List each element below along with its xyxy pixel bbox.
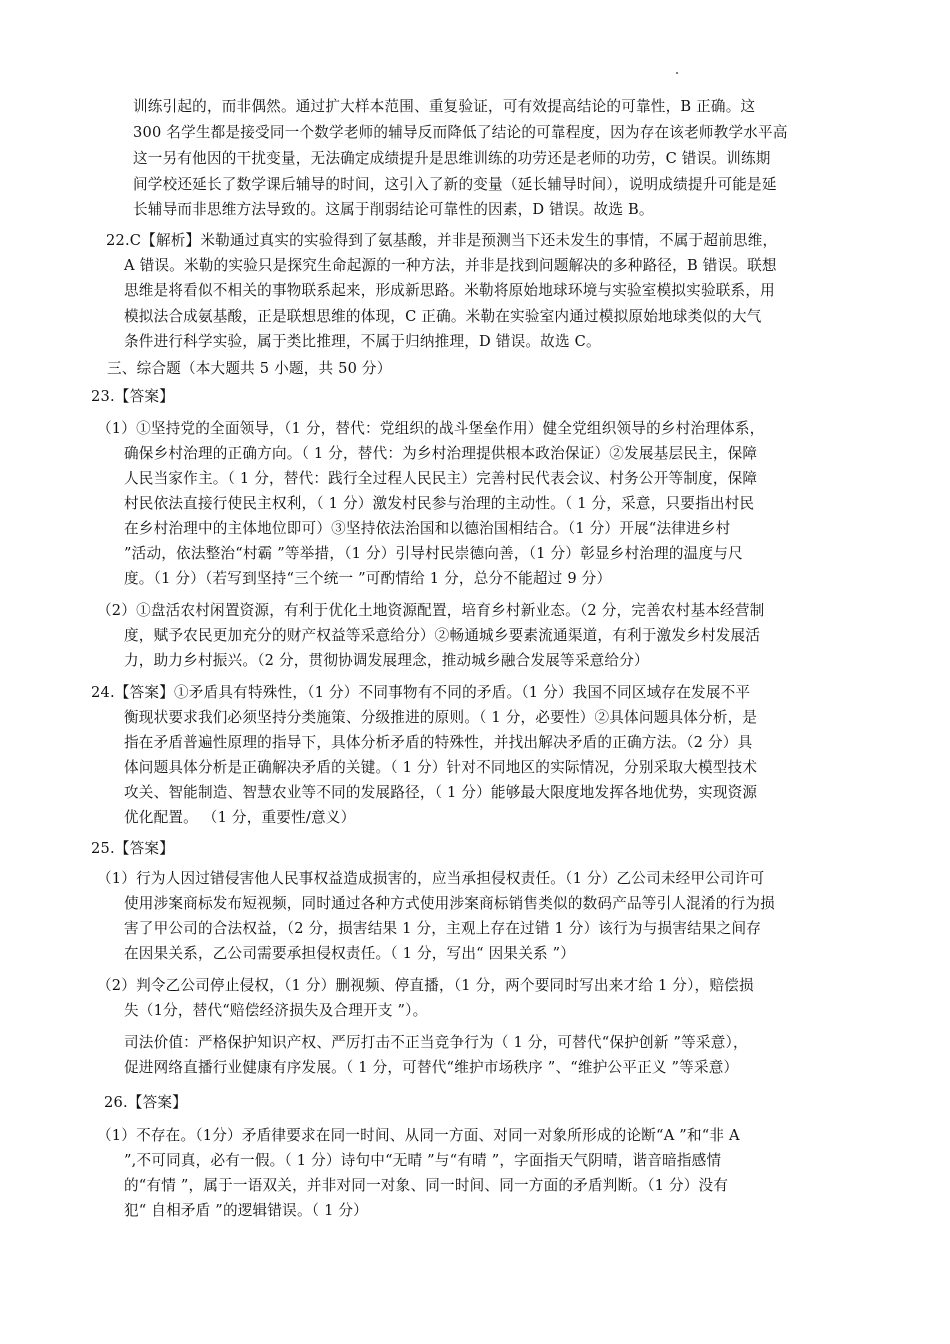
- text-line: 害了甲公司的合法权益，（2 分，损害结果 1 分，主观上存在过错 1 分）该行为与损害结果之间存: [124, 920, 762, 937]
- text-line: 300 名学生都是接受同一个数学老师的辅导反而降低了结论的可靠程度，因为存在该老师教学水平高: [133, 124, 788, 141]
- section-heading: 三、综合题（本大题共 5 小题，共 50 分）: [107, 360, 392, 377]
- text-line: 度，赋予农民更加充分的财产权益等采意给分）②畅通城乡要素流通渠道，有利于激发乡村发展活: [124, 627, 761, 644]
- text-line: 力，助力乡村振兴。（2 分，贯彻协调发展理念，推动城乡融合发展等采意给分）: [124, 652, 649, 669]
- text-line: 思维是将看似不相关的事物联系起来，形成新思路。米勒将原始地球环境与实验室模拟实验联系，用: [124, 282, 775, 299]
- text-line: ”,不可同真，必有一假。（ 1 分）诗句中“无晴 ”与“有晴 ”，字面指天气阴晴，谐音暗指感情: [124, 1152, 722, 1169]
- text-line: 优化配置。 （1 分，重要性/意义）: [124, 809, 356, 826]
- text-line: 在乡村治理中的主体地位即可）③坚持依法治国和以德治国相结合。（1 分）开展“法律进乡村: [124, 520, 731, 537]
- text-line: （2）①盘活农村闲置资源，有利于优化土地资源配置，培育乡村新业态。（2 分，完善农村基本经营制: [97, 602, 765, 619]
- text-line: 模拟法合成氨基酸，正是联想思维的体现，C 正确。米勒在实验室内通过模拟原始地球类似的大气: [124, 308, 762, 325]
- text-line: 的“有情 ”，属于一语双关，并非对同一对象、同一时间、同一方面的矛盾判断。（1 分）没有: [124, 1177, 729, 1194]
- text-line: 训练引起的，而非偶然。通过扩大样本范围、重复验证，可有效提高结论的可靠性，B 正确。这: [133, 98, 756, 115]
- text-line: 指在矛盾普遍性原理的指导下，具体分析矛盾的特殊性，并找出解决矛盾的正确方法。（2 分）具: [124, 734, 753, 751]
- text-line: 司法价值：严格保护知识产权、严厉打击不正当竞争行为（ 1 分，可替代“保护创新 ”等采意），: [124, 1034, 748, 1051]
- text-line: 度。（1 分）（若写到坚持“三个统一 ”可酌情给 1 分，总分不能超过 9 分）: [124, 570, 612, 587]
- text-line: 确保乡村治理的正确方向。（ 1 分，替代：为乡村治理提供根本政治保证）②发展基层民主，保障: [124, 445, 758, 462]
- answer-heading: 25.【答案】: [91, 840, 174, 857]
- text-line: 24.【答案】①矛盾具有特殊性，（1 分）不同事物有不同的矛盾。（1 分）我国不同区域存在发展不平: [91, 684, 751, 701]
- text-line: （1）行为人因过错侵害他人民事权益造成损害的，应当承担侵权责任。（1 分）乙公司未经甲公司许可: [97, 870, 765, 887]
- text-line: 衡现状要求我们必须坚持分类施策、分级推进的原则。（ 1 分，必要性）②具体问题具体分析，是: [124, 709, 758, 726]
- text-line: （1）①坚持党的全面领导，（1 分，替代：党组织的战斗堡垒作用）健全党组织领导的乡村治理体系，: [97, 420, 765, 437]
- text-line: （1）不存在。（1分）矛盾律要求在同一时间、从同一方面、对同一对象所形成的论断“A ”和“非 A: [97, 1127, 740, 1144]
- text-line: 使用涉案商标发布短视频，同时通过各种方式使用涉案商标销售类似的数码产品等引人混淆的行为损: [124, 895, 775, 912]
- page-dot-mark: [676, 72, 678, 74]
- text-line: 这一另有他因的干扰变量，无法确定成绩提升是思维训练的功劳还是老师的功劳，C 错误。训练期: [133, 150, 771, 167]
- text-line: 攻关、智能制造、智慧农业等不同的发展路径，（ 1 分）能够最大限度地发挥各地优势，实现资源: [124, 784, 758, 801]
- text-line: 失（1分，替代“赔偿经济损失及合理开支 ”）。: [124, 1002, 428, 1019]
- answer-heading: 26.【答案】: [104, 1094, 187, 1111]
- text-line: A 错误。米勒的实验只是探究生命起源的一种方法，并非是找到问题解决的多种路径，B 错误。联想: [124, 257, 777, 274]
- text-line: 人民当家作主。（ 1 分，替代：践行全过程人民民主）完善村民代表会议、村务公开等制度，保障: [124, 470, 758, 487]
- answer-heading: 23.【答案】: [91, 388, 174, 405]
- text-line: 体问题具体分析是正确解决矛盾的关键。（ 1 分）针对不同地区的实际情况，分别采取大模型技术: [124, 759, 758, 776]
- text-line: 在因果关系，乙公司需要承担侵权责任。（ 1 分，写出“ 因果关系 ”）: [124, 945, 576, 962]
- text-line: 间学校还延长了数学课后辅导的时间，这引入了新的变量（延长辅导时间），说明成绩提升可能是延: [133, 176, 777, 193]
- text-line: 长辅导而非思维方法导致的。这属于削弱结论可靠性的因素，D 错误。故选 B。: [133, 201, 654, 218]
- text-line: 22.C【解析】米勒通过真实的实验得到了氨基酸，并非是预测当下还未发生的事情，不属于超前思维，: [106, 232, 778, 249]
- text-line: （2）判令乙公司停止侵权，（1 分）删视频、停直播，（1 分，两个要同时写出来才给 1 分），赔偿损: [97, 977, 754, 994]
- text-line: 村民依法直接行使民主权利，（ 1 分）激发村民参与治理的主动性。（ 1 分，采意，只要指出村民: [124, 495, 755, 512]
- text-line: 犯“ 自相矛盾 ”的逻辑错误。（ 1 分）: [124, 1202, 368, 1219]
- text-line: 条件进行科学实验，属于类比推理，不属于归纳推理，D 错误。故选 C。: [124, 333, 601, 350]
- text-line: ”活动，依法整治“村霸 ”等举措，（1 分）引导村民崇德向善，（1 分）彰显乡村治理的温度与尺: [124, 545, 743, 562]
- text-line: 促进网络直播行业健康有序发展。（ 1 分，可替代“维护市场秩序 ”、“维护公平正义 ”等采意）: [124, 1059, 739, 1076]
